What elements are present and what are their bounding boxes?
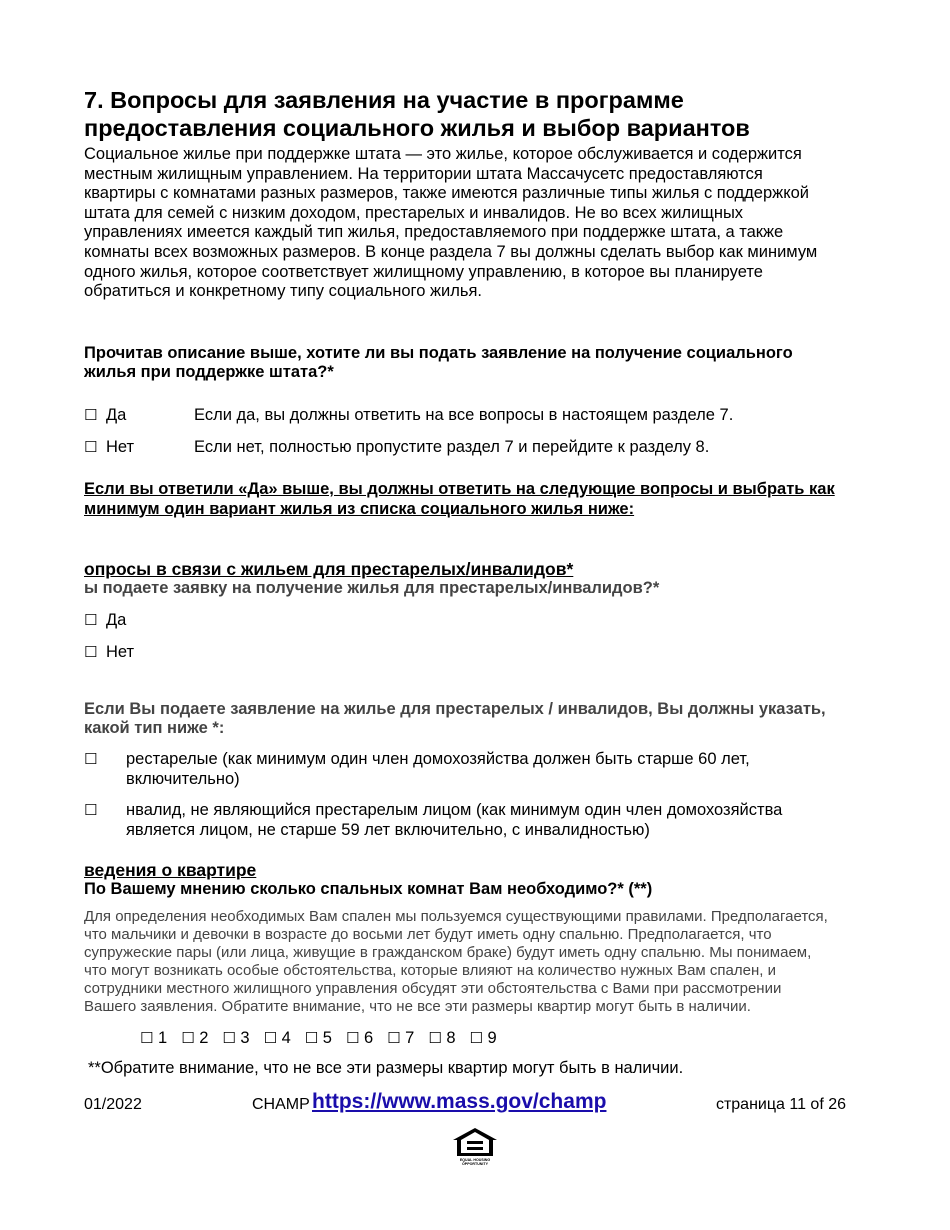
section-title [84, 86, 874, 142]
elderly-heading: опросы в связи с жильем для престарелых/инвалидов* [84, 559, 574, 580]
option-label: Нет [106, 642, 135, 661]
intro-paragraph [84, 145, 874, 302]
svg-text:OPPORTUNITY: OPPORTUNITY [462, 1162, 488, 1166]
bedroom-option-7[interactable] [387, 1028, 414, 1048]
type-question-line: Если Вы подаете заявление на жилье для престарелых / инвалидов, Вы должны указать, [84, 699, 826, 718]
checkbox[interactable]: ☐ [181, 1028, 195, 1047]
svg-text:EQUAL HOUSING: EQUAL HOUSING [459, 1158, 491, 1162]
explanation-line: что могут возникать особые обстоятельства, которые влияют на количество нужных Вам спален, и [84, 961, 776, 979]
checkbox-yes[interactable]: ☐ [84, 610, 98, 629]
checkbox[interactable]: ☐ [428, 1028, 442, 1047]
intro-line: одного жилья, которое соответствует жилищному управлению, в которое вы планируете [84, 262, 763, 281]
bedroom-count: 6 [363, 1028, 374, 1047]
bedroom-count: 2 [199, 1028, 209, 1047]
type-option-line: включительно) [126, 769, 240, 788]
intro-line: местным жилищным управлением. На территории штата Массачусетс предоставляются [84, 164, 763, 183]
bedroom-option-3[interactable] [222, 1028, 249, 1048]
footer-date: 01/2022 [84, 1096, 142, 1113]
checkbox[interactable]: ☐ [304, 1028, 319, 1047]
type-option-line: является лицом, не старше 59 лет включительно, с инвалидностью) [126, 820, 650, 839]
type-option-elderly[interactable] [84, 749, 874, 789]
checkbox-no[interactable]: ☐ [84, 642, 98, 661]
bedroom-option-8[interactable] [428, 1028, 455, 1048]
checkbox-disabled[interactable]: ☐ [84, 800, 98, 819]
option-label: Да [106, 610, 127, 629]
bedroom-count: 7 [405, 1028, 415, 1047]
checkbox[interactable]: ☐ [263, 1028, 278, 1047]
bedroom-count: 5 [322, 1028, 332, 1047]
checkbox-no[interactable]: ☐ [84, 437, 98, 456]
option-description: Если да, вы должны ответить на все вопросы в настоящем разделе 7. [194, 405, 734, 424]
intro-line: управлениях имеется каждый тип жилья, предоставляемого при поддержке штата, а также [84, 223, 784, 242]
page-number: страница 11 of 26 [715, 1096, 846, 1113]
apply-question-line: Прочитав описание выше, хотите ли вы подать заявление на получение социального [84, 343, 793, 362]
explanation-line: Для определения необходимых Вам спален мы пользуемся существующими правилами. Предполагается, [84, 907, 828, 925]
apply-option-no[interactable] [84, 437, 874, 457]
instruction-note [84, 480, 874, 519]
bedroom-question: По Вашему мнению сколько спальных комнат Вам необходимо?* (**) [84, 879, 653, 898]
option-description: Если нет, полностью пропустите раздел 7 и перейдите к разделу 8. [194, 437, 710, 456]
type-option-disabled[interactable] [84, 800, 874, 840]
bedroom-count: 4 [281, 1028, 291, 1047]
type-option-line: рестарелые (как минимум один член домохозяйства должен быть старше 60 лет, [126, 749, 750, 768]
instruction-line: Если вы ответили «Да» выше, вы должны ответить на следующие вопросы и выбрать как [84, 479, 835, 498]
type-option-text [126, 749, 750, 789]
bedroom-count: 9 [487, 1028, 497, 1047]
instruction-line: минимум один вариант жилья из списка социального жилья ниже: [84, 499, 635, 518]
bedroom-option-9[interactable] [470, 1028, 497, 1048]
bedroom-option-6[interactable] [346, 1028, 373, 1048]
type-option-text [126, 800, 782, 840]
section-title-line: 7. Вопросы для заявления на участие в программе [84, 87, 684, 113]
intro-line: квартиры с комнатами разных размеров, также имеются различные типы жилья с поддержкой [84, 184, 809, 203]
type-question [84, 700, 874, 739]
bedroom-option-5[interactable] [305, 1028, 332, 1048]
bedroom-count: 8 [446, 1028, 456, 1047]
checkbox-yes[interactable]: ☐ [84, 405, 98, 424]
checkbox[interactable]: ☐ [387, 1028, 401, 1047]
elderly-question: ы подаете заявку на получение жилья для престарелых/инвалидов?* [84, 579, 660, 598]
explanation-line: что мальчики и девочки в возрасте до восьми лет будут иметь одну спальню. Предполагается, что [84, 925, 772, 943]
explanation-line: Вашего заявления. Обратите внимание, что не все эти размеры квартир могут быть в наличии. [84, 997, 751, 1015]
bedroom-count: 3 [240, 1028, 250, 1047]
checkbox-elderly[interactable]: ☐ [84, 749, 98, 768]
bedroom-count: 1 [158, 1028, 168, 1047]
footer-champ: CHAMP [252, 1096, 310, 1113]
checkbox[interactable]: ☐ [222, 1028, 236, 1047]
availability-note: **Обратите внимание, что не все эти размеры квартир могут быть в наличии. [88, 1058, 684, 1077]
option-label: Нет [106, 437, 135, 456]
intro-line: Социальное жилье при поддержке штата — это жилье, которое обслуживается и содержится [84, 145, 802, 163]
page-footer [84, 1090, 846, 1120]
elderly-option-yes[interactable] [84, 610, 874, 630]
bedroom-options [140, 1028, 874, 1048]
option-label: Да [106, 405, 127, 424]
elderly-option-no[interactable] [84, 642, 874, 662]
explanation-line: супружеские пары (или лица, живущие в гражданском браке) будут иметь одну спальню. Мы понимаем, [84, 943, 812, 961]
bedroom-explanation [84, 908, 874, 1016]
checkbox[interactable]: ☐ [140, 1028, 154, 1047]
apply-option-yes[interactable] [84, 405, 874, 425]
type-option-line: нвалид, не являющийся престарелым лицом (как минимум один член домохозяйства [126, 800, 783, 819]
intro-line: штата для семей с низким доходом, престарелых и инвалидов. Не во всех жилищных [84, 203, 744, 222]
checkbox[interactable]: ☐ [469, 1028, 483, 1047]
equal-housing-logo-icon [451, 1126, 499, 1166]
section-title-line: предоставления социального жилья и выбор вариантов [84, 115, 750, 141]
apartment-heading: ведения о квартире [84, 859, 257, 880]
champ-link[interactable]: https://www.mass.gov/champ [312, 1090, 607, 1113]
bedroom-option-2[interactable] [181, 1028, 208, 1048]
explanation-line: сотрудники местного жилищного управления обсудят эти обстоятельства с Вами при рассмотрении [84, 979, 782, 997]
intro-line: комнаты всех возможных размеров. В конце раздела 7 вы должны сделать выбор как минимум [84, 242, 818, 261]
type-question-line: какой тип ниже *: [84, 719, 225, 738]
bedroom-option-4[interactable] [264, 1028, 291, 1048]
apply-question-line: жилья при поддержке штата?* [84, 363, 334, 382]
checkbox[interactable]: ☐ [345, 1028, 360, 1047]
intro-line: обратиться и конкретному типу социального жилья. [84, 282, 482, 301]
bedroom-option-1[interactable] [140, 1028, 167, 1048]
page-content [84, 86, 874, 1078]
apply-question [84, 344, 874, 383]
